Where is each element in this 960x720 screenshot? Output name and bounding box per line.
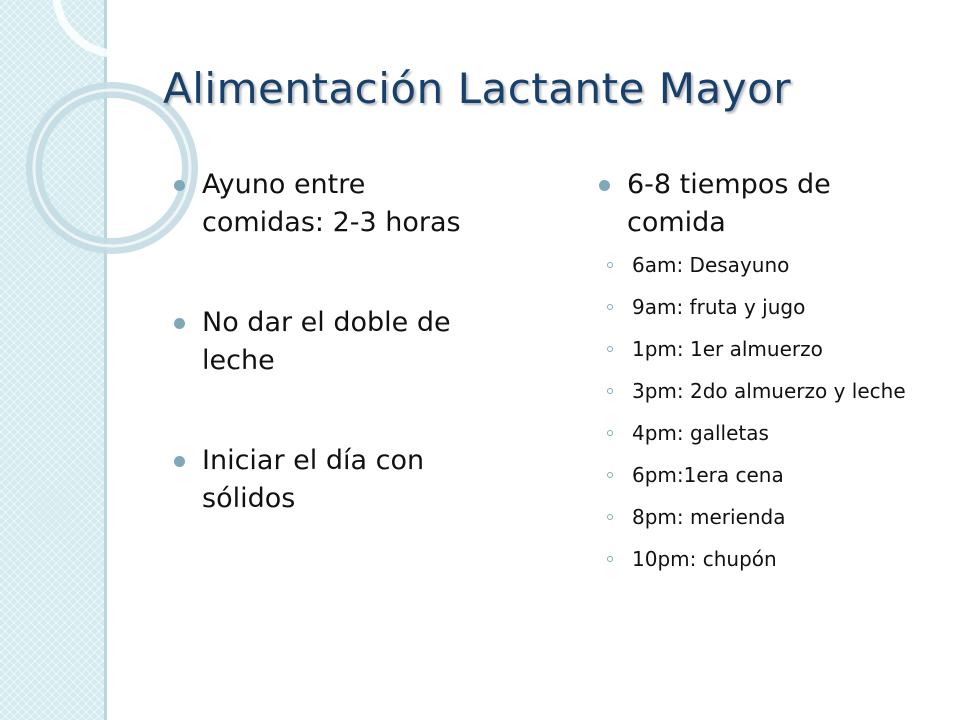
schedule-item-text: 1pm: 1er almuerzo bbox=[632, 337, 823, 361]
sub-bullet-icon bbox=[607, 262, 613, 268]
sub-bullet-icon bbox=[607, 430, 613, 436]
bullet-item bbox=[170, 304, 470, 380]
schedule-item bbox=[595, 296, 930, 319]
sub-bullet-icon bbox=[607, 346, 613, 352]
schedule-item-text: 4pm: galletas bbox=[632, 421, 769, 445]
bullet-text: Ayuno entre comidas: 2-3 horas bbox=[202, 169, 461, 238]
sub-bullet-icon bbox=[607, 514, 613, 520]
slide-title: Alimentación Lactante Mayor bbox=[163, 64, 792, 113]
schedule-item bbox=[595, 254, 930, 277]
bullet-text: Iniciar el día con sólidos bbox=[202, 445, 425, 514]
bullet-item bbox=[170, 166, 470, 242]
schedule-item-text: 6am: Desayuno bbox=[632, 253, 790, 277]
schedule-item bbox=[595, 548, 930, 571]
bullet-item bbox=[170, 442, 470, 518]
schedule-item-text: 8pm: merienda bbox=[632, 505, 786, 529]
meal-schedule-list bbox=[595, 254, 930, 571]
schedule-item-text: 10pm: chupón bbox=[632, 547, 777, 571]
bullet-text: 6-8 tiempos de comida bbox=[627, 169, 831, 238]
schedule-item bbox=[595, 506, 930, 529]
right-column bbox=[595, 166, 930, 590]
bullet-icon bbox=[174, 456, 185, 467]
sub-bullet-icon bbox=[607, 304, 613, 310]
bullet-icon bbox=[174, 318, 185, 329]
bullet-item bbox=[595, 166, 930, 242]
bullet-icon bbox=[599, 180, 610, 191]
sub-bullet-icon bbox=[607, 472, 613, 478]
left-column bbox=[170, 166, 470, 580]
sub-bullet-icon bbox=[607, 388, 613, 394]
schedule-item-text: 3pm: 2do almuerzo y leche bbox=[632, 379, 906, 403]
sub-bullet-icon bbox=[607, 556, 613, 562]
schedule-item bbox=[595, 380, 930, 403]
bullet-text: No dar el doble de leche bbox=[202, 307, 451, 376]
bullet-icon bbox=[174, 180, 185, 191]
schedule-item bbox=[595, 422, 930, 445]
schedule-item-text: 9am: fruta y jugo bbox=[632, 295, 806, 319]
schedule-item-text: 6pm:1era cena bbox=[632, 463, 784, 487]
schedule-item bbox=[595, 464, 930, 487]
schedule-item bbox=[595, 338, 930, 361]
